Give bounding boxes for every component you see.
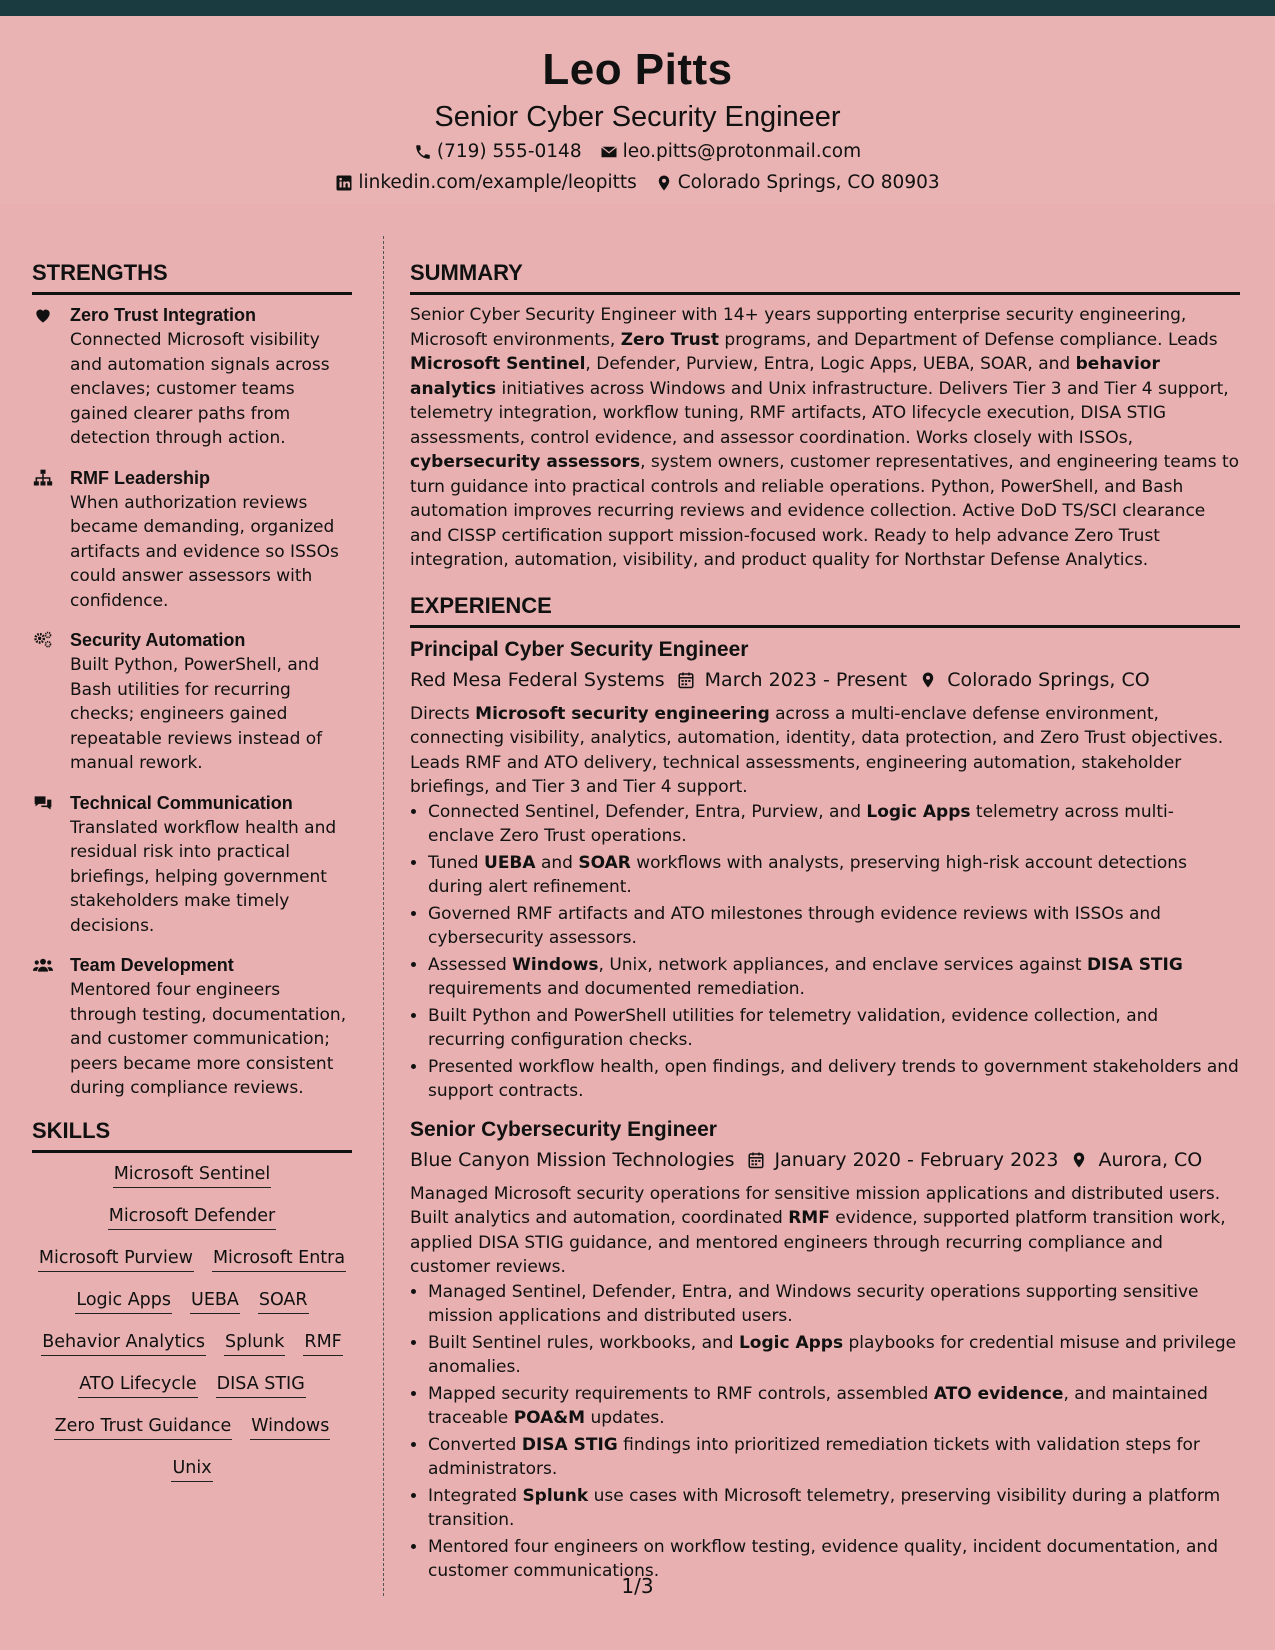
job-title: Senior Cybersecurity Engineer [410,1117,717,1141]
skill-row [32,1413,352,1440]
calendar-icon [747,1150,765,1170]
skill-tag: SOAR [258,1287,309,1314]
skill-row [32,1371,352,1398]
job-dates-text: January 2020 - February 2023 [774,1148,1059,1171]
summary-text: Senior Cyber Security Engineer with 14+ years supporting enterprise security engineering, Microsoft environments, Zero Trust programs, and Department of Defense compliance. Leads Microsoft Sentinel, Defender, Purview, Entra, Logic Apps, UEBA, SOAR, and behavior analytics initiatives across Windows and Unix infrastructure. Delivers Tier 3 and Tier 4 support, telemetry integration, workflow tuning, RMF artifacts, ATO lifecycle execution, DISA STIG assessments, control evidence, and assessor coordination. Works closely with ISSOs, cybersecurity assessors, system owners, customer representatives, and engineering teams to turn guidance into practical controls and reliable operations. Python, PowerShell, and Bash automation improves recurring reviews and evidence collection. Active DoD TS/SCI clearance and CISSP certification support mission-focused work. Ready to help advance Zero Trust integration, automation, visibility, and product quality for Northstar Defense Analytics. [410,305,1240,570]
job-location [1070,1144,1202,1176]
skills-list [32,1161,352,1482]
skill-row [32,1329,352,1356]
strength-title: Team Development [70,955,234,975]
heart-icon [32,305,54,325]
skill-row [32,1245,352,1272]
job-entry [410,636,1240,1104]
job-dates [747,1144,1059,1176]
bullet-item: • Built Sentinel rules, workbooks, and Logic Apps playbooks for credential misuse and privilege anomalies. [428,1331,1240,1380]
strengths-heading: STRENGTHS [32,258,352,295]
location-text: Colorado Springs, CO 80903 [677,172,940,193]
strength-item [32,466,352,614]
comments-icon [32,793,54,813]
skill-tag: Unix [171,1455,212,1482]
skill-row [32,1203,352,1230]
skill-tag: Microsoft Entra [212,1245,346,1272]
job-location-text: Colorado Springs, CO [947,668,1150,691]
bullet-item: • Connected Sentinel, Defender, Entra, Purview, and Logic Apps telemetry across multi-enclave Zero Trust operations. [428,800,1240,849]
phone-icon [414,143,432,161]
strength-title: Technical Communication [70,792,293,813]
strength-item [32,303,352,451]
skill-tag: ATO Lifecycle [78,1371,197,1398]
skill-tag: Behavior Analytics [41,1329,206,1356]
strength-description: When authorization reviews became demanding, organized artifacts and evidence so ISSOs could answer assessors with confidence. [70,492,339,611]
location-contact [655,167,940,198]
bullet-item: • Mentored four engineers on workflow testing, evidence quality, incident documentation, and customer communications. [428,1535,1240,1584]
skill-tag: Windows [250,1413,330,1440]
job-entry [410,1116,1240,1584]
bullet-item: • Presented workflow health, open findings, and delivery trends to government stakeholders and support contracts. [428,1055,1240,1104]
strength-item [32,791,352,939]
linkedin-icon [335,174,353,192]
job-bullets [410,800,1240,1104]
skill-tag: Zero Trust Guidance [54,1413,233,1440]
skill-tag: Microsoft Purview [38,1245,194,1272]
calendar-icon [677,670,695,690]
bullet-item: • Governed RMF artifacts and ATO milestones through evidence reviews with ISSOs and cybersecurity assessors. [428,902,1240,951]
gears-icon [32,630,54,650]
bullet-item: • Integrated Splunk use cases with Microsoft telemetry, preserving visibility during a platform transition. [428,1484,1240,1533]
strength-description: Translated workflow health and residual risk into practical briefings, helping government stakeholders make timely decisions. [70,817,337,936]
job-location-text: Aurora, CO [1098,1148,1203,1171]
strength-description: Connected Microsoft visibility and automation signals across enclaves; customer teams gained clearer paths from detection through action. [70,330,330,448]
contact-line-1 [0,136,1275,167]
email-contact[interactable] [600,136,862,167]
candidate-name: Leo Pitts [542,45,733,94]
strength-title: RMF Leadership [70,467,211,488]
skill-tag: DISA STIG [216,1371,306,1398]
job-title: Principal Cyber Security Engineer [410,637,749,661]
email-text: leo.pitts@protonmail.com [622,141,862,162]
contact-line-2 [0,167,1275,198]
skill-tag: Microsoft Defender [108,1203,277,1230]
linkedin-text: linkedin.com/example/leopitts [358,172,637,193]
candidate-title: Senior Cyber Security Engineer [434,101,841,133]
bullet-item: • Assessed Windows, Unix, network appliances, and enclave services against DISA STIG requirements and documented remediation. [428,953,1240,1002]
skills-heading: SKILLS [32,1116,352,1153]
strength-title: Zero Trust Integration [70,305,257,325]
strength-item [32,628,352,776]
bullet-item: • Converted DISA STIG findings into prioritized remediation tickets with validation steps for administrators. [428,1433,1240,1482]
strength-description: Built Python, PowerShell, and Bash utilities for recurring checks; engineers gained repeatable reviews instead of manual rework. [70,655,323,773]
users-icon [32,955,54,975]
skill-tag: RMF [303,1329,342,1356]
strength-description: Mentored four engineers through testing, documentation, and customer communication; peers became more consistent during compliance reviews. [70,980,347,1098]
resume-header [0,16,1275,204]
skill-row [32,1287,352,1314]
experience-heading: EXPERIENCE [410,591,1240,628]
job-meta [410,1144,1240,1176]
map-pin-icon [655,174,673,192]
bullet-item: • Mapped security requirements to RMF controls, assembled ATO evidence, and maintained traceable POA&M updates. [428,1382,1240,1431]
linkedin-contact[interactable] [335,167,636,198]
phone-text: (719) 555-0148 [436,141,582,162]
bullet-item: • Tuned UEBA and SOAR workflows with analysts, preserving high-risk account detections during alert refinement. [428,851,1240,900]
company-name: Red Mesa Federal Systems [410,668,665,691]
envelope-icon [600,143,618,161]
job-bullets [410,1280,1240,1584]
strength-item [32,953,352,1101]
job-description: Directs Microsoft security engineering across a multi-enclave defense environment, connecting visibility, analytics, automation, identity, data protection, and Zero Trust objectives. Leads RMF and ATO delivery, technical assessments, engineering automation, stakeholder briefings, and Tier 3 and Tier 4 support. [410,703,1224,797]
bullet-item: • Built Python and PowerShell utilities for telemetry validation, evidence collection, and recurring configuration checks. [428,1004,1240,1053]
skill-tag: Splunk [224,1329,285,1356]
job-meta [410,664,1240,696]
resume-body [0,204,1275,1644]
job-location [919,664,1150,696]
map-pin-icon [1070,1150,1088,1170]
right-column [410,258,1240,1596]
strengths-list [32,303,352,1101]
skill-tag: Microsoft Sentinel [113,1161,272,1188]
bullet-item: • Managed Sentinel, Defender, Entra, and Windows security operations supporting sensitive mission applications and distributed users. [428,1280,1240,1329]
left-column [32,258,352,1497]
column-divider [383,236,384,1596]
map-pin-icon [919,670,937,690]
strength-title: Security Automation [70,630,246,650]
sitemap-icon [32,468,54,488]
skill-tag: UEBA [190,1287,240,1314]
company-name: Blue Canyon Mission Technologies [410,1148,735,1171]
skill-row [32,1455,352,1482]
phone-contact[interactable] [414,136,582,167]
jobs-list [410,636,1240,1584]
summary-heading: SUMMARY [410,258,1240,295]
top-accent-bar [0,0,1275,16]
skill-tag: Logic Apps [75,1287,172,1314]
job-dates [677,664,908,696]
job-dates-text: March 2023 - Present [704,668,908,691]
skill-row [32,1161,352,1188]
job-description: Managed Microsoft security operations for sensitive mission applications and distributed users. Built analytics and automation, coordinated RMF evidence, supported platform transition work, applied DISA STIG guidance, and mentored engineers through recurring compliance and customer reviews. [410,1183,1226,1277]
page-number: 1/3 [621,1574,654,1598]
